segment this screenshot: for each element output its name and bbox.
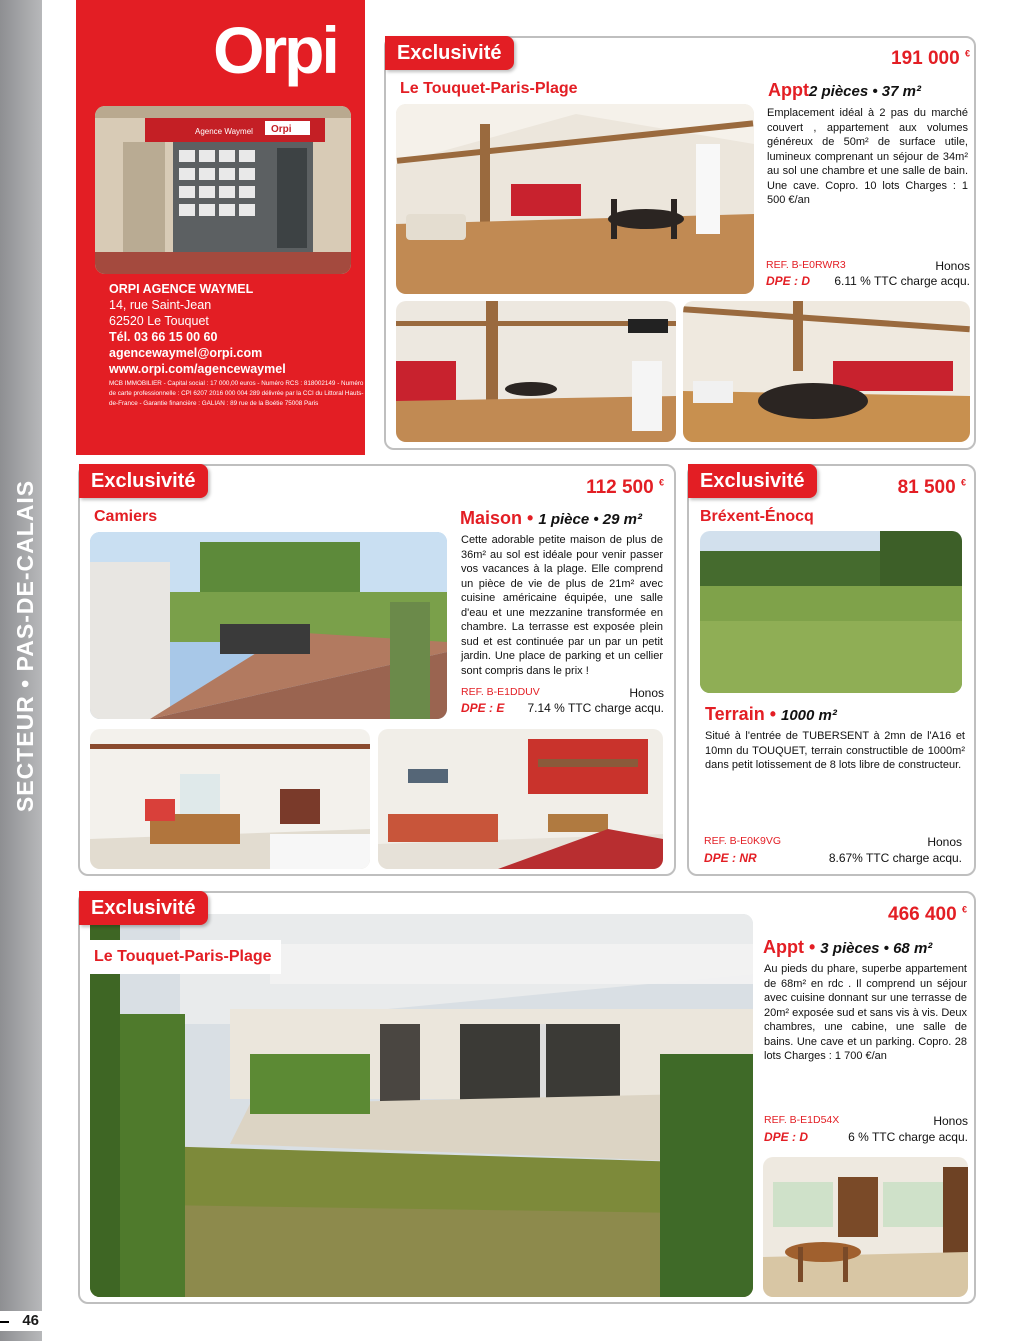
- agency-name: ORPI AGENCE WAYMEL: [109, 282, 254, 296]
- agency-email[interactable]: agencewaymel@orpi.com: [109, 346, 263, 360]
- listing-fees: 7.14 % TTC charge acqu.: [527, 701, 664, 715]
- property-details: 1000 m²: [781, 707, 837, 724]
- listing-network: Honos: [927, 835, 962, 849]
- listing-network: Honos: [629, 686, 664, 700]
- listing-photo-2[interactable]: [90, 729, 370, 869]
- listing-photo-2[interactable]: [396, 301, 676, 442]
- listing-network: Honos: [935, 259, 970, 273]
- price-currency: €: [960, 477, 966, 488]
- listing-description: Emplacement idéal à 2 pas du marché couvert , appartement aux volumes généreux de 50m² de surface utile, lumineux comprenant un séjour de 34m² au sol une chambre et une salle de bain. Une cave. Copro. 10 lots Charges : 1 500 €/an: [767, 107, 968, 206]
- listing-dpe: DPE : E: [461, 701, 505, 715]
- price-currency: €: [961, 904, 967, 915]
- listing-dpe: DPE : NR: [704, 851, 757, 865]
- listing-fees: 6.11 % TTC charge acqu.: [834, 274, 970, 288]
- property-type: Terrain: [705, 704, 765, 724]
- listing-photo-3[interactable]: [683, 301, 970, 442]
- listing-dpe: DPE : D: [764, 1130, 809, 1144]
- agency-contact: [109, 281, 359, 377]
- price-currency: €: [964, 48, 970, 59]
- orpi-logo: Orpi: [213, 13, 337, 87]
- price-value: 81 500: [897, 477, 956, 498]
- shop-sign-text: Agence Waymel: [195, 127, 253, 136]
- property-type: Appt: [763, 937, 804, 957]
- listing-ref: REF. B-E0K9VG: [704, 835, 782, 847]
- exclusive-badge: Exclusivité: [79, 464, 208, 498]
- listing-description: Au pieds du phare, superbe appartement de 68m² en rdc . Il comprend un séjour avec cuisine donnant sur une terrasse de 20m² exposée sud et sans vis à vis. Deux chambres, une cabine, une salle de bains. Une cave et un parking. Copro. 28 lots Charges : 1 700 €/an: [764, 963, 967, 1062]
- listing-city: Le Touquet-Paris-Plage: [94, 948, 272, 965]
- price-value: 466 400: [888, 904, 957, 925]
- listing-fees: 8.67% TTC charge acqu.: [828, 851, 962, 865]
- property-type: Maison: [460, 508, 523, 528]
- agency-website[interactable]: www.orpi.com/agencewaymel: [109, 362, 286, 376]
- shop-sign-logo: Orpi: [271, 124, 292, 135]
- agency-phone[interactable]: Tél. 03 66 15 00 60: [109, 330, 218, 344]
- listing-price: [820, 48, 970, 70]
- listing-price: [815, 477, 966, 499]
- listing-fees: 6 % TTC charge acqu.: [848, 1130, 968, 1144]
- agency-address-street: 14, rue Saint-Jean: [109, 298, 212, 312]
- property-details: 3 pièces • 68 m²: [820, 940, 933, 957]
- listing-price: [510, 477, 664, 499]
- page-number: 46: [0, 1311, 42, 1331]
- listing-description: Situé à l'entrée de TUBERSENT à 2mn de l'A16 et 10mn du TOUQUET, terrain constructible de 1000m² dans petit lotissement de 8 lots libre de constructeur.: [705, 730, 965, 771]
- agency-storefront-photo: [95, 106, 351, 274]
- agency-legal-notice: MCB IMMOBILIER - Capital social : 17 000,00 euros - Numéro RCS : 818002149 - Numéro de carte professionnelle : CPI 6207 2016 000 004 289 délivrée par la CCI du Littoral Hauts-de-France - Garantie financière : GALIAN : 89 rue de la Boétie 75008 Paris: [109, 380, 364, 407]
- listing-type: [768, 80, 921, 101]
- listing-type: Terrain • 1000 m²: [705, 704, 837, 724]
- listing-network: Honos: [933, 1114, 968, 1128]
- property-details: 2 pièces • 37 m²: [808, 83, 921, 100]
- price-value: 112 500: [586, 477, 654, 498]
- agency-address-city: 62520 Le Touquet: [109, 314, 209, 328]
- exclusive-badge: Exclusivité: [385, 36, 514, 70]
- listing-dpe: DPE : D: [766, 274, 811, 288]
- listing-city: Camiers: [94, 508, 158, 525]
- listing-city: Bréxent-Énocq: [700, 508, 814, 525]
- listing-photo-main[interactable]: [396, 104, 754, 294]
- listing-ref: REF. B-E1D54X: [764, 1114, 840, 1126]
- listing-photo-2[interactable]: [763, 1157, 968, 1297]
- price-value: 191 000: [891, 48, 960, 69]
- property-details: 1 pièce • 29 m²: [538, 511, 642, 528]
- listing-ref: REF. B-E0RWR3: [766, 259, 846, 271]
- price-currency: €: [658, 477, 664, 488]
- listing-ref: REF. B-E1DDUV: [461, 686, 540, 698]
- listing-type: Appt • 3 pièces • 68 m²: [763, 937, 933, 957]
- listing-price: [810, 904, 967, 926]
- property-type: Appt: [768, 80, 809, 100]
- exclusive-badge: Exclusivité: [79, 891, 208, 925]
- sector-label: SECTEUR • PAS-DE-CALAIS: [12, 479, 38, 813]
- exclusive-badge: Exclusivité: [688, 464, 817, 498]
- listing-photo-main[interactable]: [700, 531, 962, 693]
- listing-photo-3[interactable]: [378, 729, 663, 869]
- listing-photo-main[interactable]: [90, 532, 447, 719]
- listing-city: Le Touquet-Paris-Plage: [400, 80, 578, 97]
- listing-description: Cette adorable petite maison de plus de 36m² au sol est idéale pour venir passer vos vacances à la plage. Elle comprend un pièce de vie de plus de 21m² avec cuisine américaine équipée, une salle d'eau et une mezzanine transformée en chambre. La terrasse est exposée plein sud et est continuée par un par un petit jardin. Une place de parking et un cellier sont compris dans le prix !: [461, 534, 663, 677]
- listing-type: Maison • 1 pièce • 29 m²: [460, 508, 642, 528]
